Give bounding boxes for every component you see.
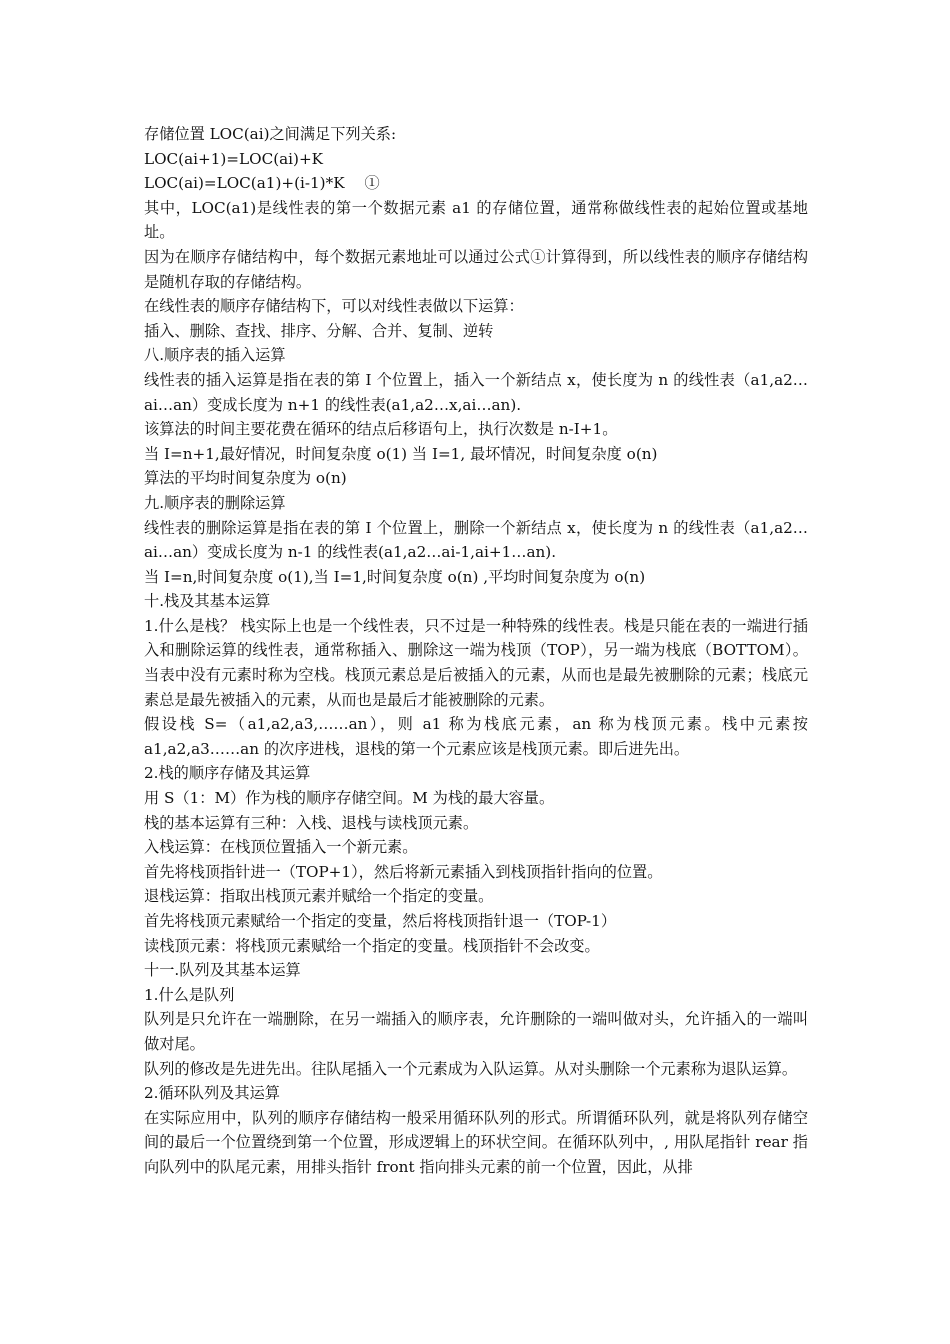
paragraph-12: 假设栈 S=（a1,a2,a3,……an），则 a1 称为栈底元素，an 称为栈顶元素。栈中元素按 a1,a2,a3……an 的次序进栈，退栈的第一个元素应该是栈顶元素。即后进先出。 xyxy=(144,715,808,758)
paragraph-18: 首先将栈顶元素赋给一个指定的变量，然后将栈顶指针退一（TOP-1） xyxy=(144,912,617,930)
paragraph-15: 入栈运算：在栈顶位置插入一个新元素。 xyxy=(144,838,418,857)
formula-2: LOC(ai)=LOC(a1)+(i-1)*K ① xyxy=(144,174,380,193)
section-heading-9: 九.顺序表的删除运算 xyxy=(144,493,286,512)
subheading-circular-queue: 2.循环队列及其运算 xyxy=(144,1084,280,1103)
paragraph-17: 退栈运算：指取出栈顶元素并赋给一个指定的变量。 xyxy=(144,887,494,906)
paragraph-13: 用 S（1：M）作为栈的顺序存储空间。M 为栈的最大容量。 xyxy=(144,789,555,808)
paragraph-10: 当 I=n,时间复杂度 o(1),当 I=1,时间复杂度 o(n) ,平均时间复杂度为 o(n) xyxy=(144,567,646,586)
paragraph-14: 栈的基本运算有三种：入栈、退栈与读栈顶元素。 xyxy=(144,813,479,832)
section-heading-8: 八.顺序表的插入运算 xyxy=(144,346,286,365)
formula-1: LOC(ai+1)=LOC(ai)+K xyxy=(144,149,324,168)
paragraph-16: 首先将栈顶指针进一（TOP+1），然后将新元素插入到栈顶指针指向的位置。 xyxy=(144,862,663,881)
operation-list: 插入、删除、查找、排序、分解、合并、复制、逆转 xyxy=(144,321,494,340)
section-heading-11: 十一.队列及其基本运算 xyxy=(144,961,301,980)
subheading-stack-storage: 2.栈的顺序存储及其运算 xyxy=(144,764,311,783)
paragraph-9: 线性表的删除运算是指在表的第 I 个位置上，删除一个新结点 x，使长度为 n 的线性表（a1,a2…ai…an）变成长度为 n-1 的线性表(a1,a2…ai-1,ai+1…an). xyxy=(144,518,808,562)
document-page xyxy=(144,122,808,1180)
paragraph-22: 在实际应用中，队列的顺序存储结构一般采用循环队列的形式。所谓循环队列，就是将队列存储空间的最后一个位置绕到第一个位置，形成逻辑上的环状空间。在循环队列中，, 用队尾指针 rear 指向队列中的队尾元素，用排头指针 front 指向排头元素的前一个位置，因此，从排 xyxy=(144,1108,808,1176)
paragraph-7: 当 I=n+1,最好情况，时间复杂度 o(1) 当 I=1, 最坏情况，时间复杂度 o(n) xyxy=(144,444,658,463)
paragraph-11: 1.什么是栈？ 栈实际上也是一个线性表，只不过是一种特殊的线性表。栈是只能在表的一端进行插入和删除运算的线性表，通常称插入、删除这一端为栈顶（TOP），另一端为栈底（BOTTOM）。当表中没有元素时称为空栈。栈顶元素总是后被插入的元素，从而也是最先被删除的元素；栈底元素总是最先被插入的元素，从而也是最后才能被删除的元素。 xyxy=(144,616,808,709)
paragraph-2: 其中，LOC(a1)是线性表的第一个数据元素 a1 的存储位置，通常称做线性表的起始位置或基地址。 xyxy=(144,198,808,242)
paragraph-4: 在线性表的顺序存储结构下，可以对线性表做以下运算： xyxy=(144,297,524,316)
paragraph-1: 存储位置 LOC(ai)之间满足下列关系: xyxy=(144,125,397,143)
paragraph-8: 算法的平均时间复杂度为 o(n) xyxy=(144,469,347,488)
paragraph-3: 因为在顺序存储结构中，每个数据元素地址可以通过公式①计算得到，所以线性表的顺序存储结构是随机存取的存储结构。 xyxy=(144,247,808,291)
paragraph-21: 队列的修改是先进先出。往队尾插入一个元素成为入队运算。从对头删除一个元素称为退队运算。 xyxy=(144,1059,798,1078)
section-heading-10: 十.栈及其基本运算 xyxy=(144,592,271,611)
paragraph-20: 队列是只允许在一端删除，在另一端插入的顺序表，允许删除的一端叫做对头，允许插入的一端叫做对尾。 xyxy=(144,1010,808,1053)
paragraph-5: 线性表的插入运算是指在表的第 I 个位置上，插入一个新结点 x，使长度为 n 的线性表（a1,a2…ai…an）变成长度为 n+1 的线性表(a1,a2…x,ai…an). xyxy=(144,370,808,414)
paragraph-19: 读栈顶元素：将栈顶元素赋给一个指定的变量。栈顶指针不会改变。 xyxy=(144,936,600,955)
subheading-queue: 1.什么是队列 xyxy=(144,985,235,1004)
paragraph-6: 该算法的时间主要花费在循环的结点后移语句上，执行次数是 n-I+1。 xyxy=(144,420,618,439)
